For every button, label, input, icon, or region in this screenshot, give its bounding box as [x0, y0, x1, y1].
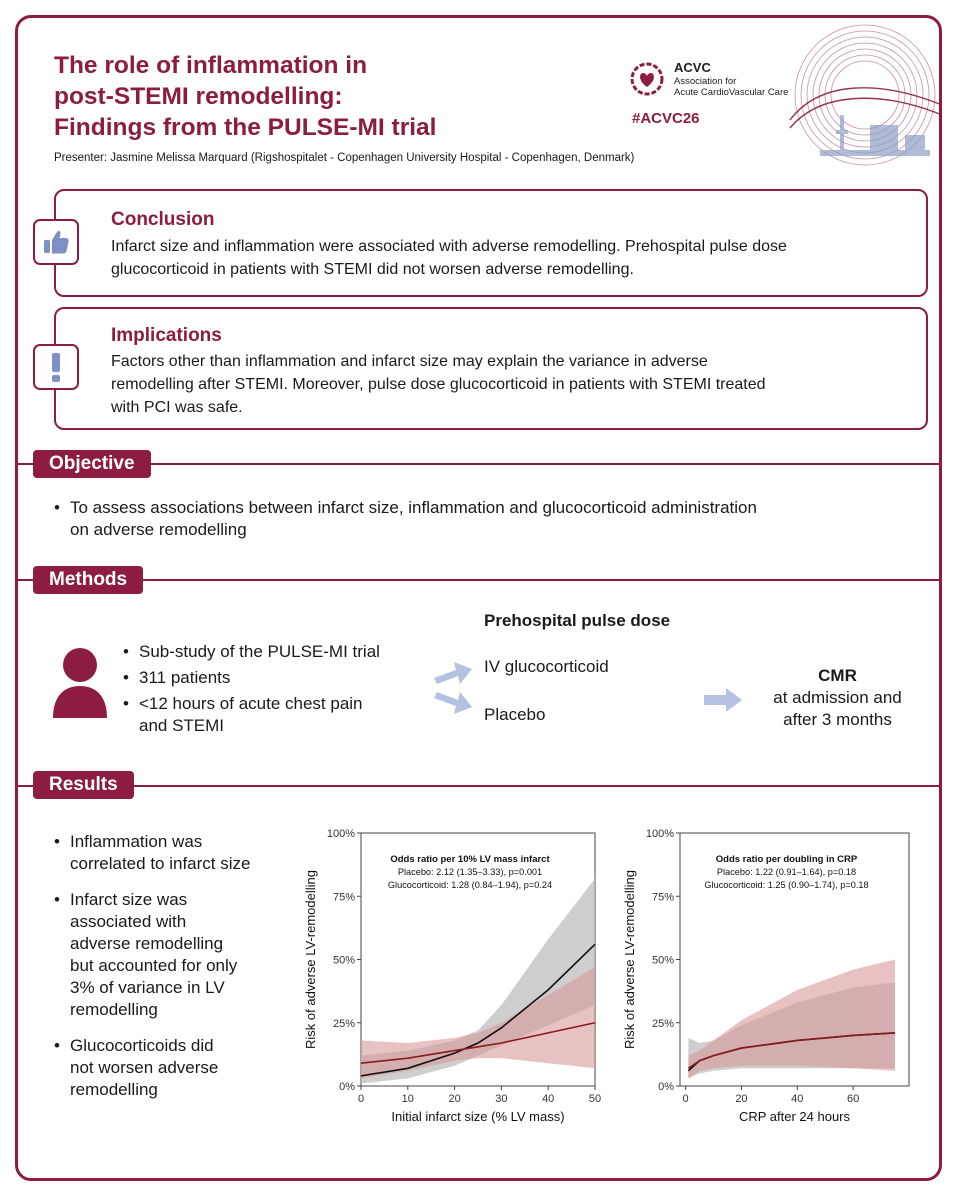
x-tick-label: 50 — [588, 1093, 602, 1105]
annotation-line: Placebo: 1.22 (0.91–1.64), p=0.18 — [716, 867, 857, 877]
arm-heading: Prehospital pulse dose — [484, 611, 671, 630]
objective-list — [54, 497, 914, 545]
methods-bullet-text: 311 patients — [139, 668, 231, 687]
methods-bullet-text: <12 hours of acute chest pain — [139, 694, 363, 713]
results-bullet — [54, 889, 304, 1021]
results-label: Results — [33, 771, 134, 799]
implications-line-2: remodelling after STEMI. Moreover, pulse dose glucocorticoid in patients with STEMI treated — [111, 376, 766, 393]
title-line-3: Findings from the PULSE-MI trial — [54, 114, 437, 141]
arm-glucocorticoid: IV glucocorticoid — [484, 657, 609, 676]
methods-label: Methods — [33, 566, 143, 594]
conclusion-heading: Conclusion — [111, 209, 215, 230]
thumbs-up-icon-tile — [33, 219, 79, 265]
annotation-line: Odds ratio per doubling in CRP — [715, 854, 858, 865]
methods-bullet — [123, 667, 443, 689]
annotation-line: Glucocorticoid: 1.28 (0.84–1.94), p=0.24 — [387, 880, 553, 890]
conclusion-text — [111, 235, 787, 281]
patient-person-icon — [48, 646, 112, 720]
arrow-up-right-icon — [432, 656, 474, 686]
logo-name: ACVC — [674, 60, 711, 75]
results-bullet-text: 3% of variance in LV — [70, 978, 225, 997]
results-bullet — [54, 831, 304, 875]
methods-bullet-text: Sub-study of the PULSE-MI trial — [139, 642, 380, 661]
results-bullet — [54, 1035, 304, 1101]
infarct-size-risk-chart — [296, 820, 612, 1130]
conclusion-line-1: Infarct size and inflammation were associated with adverse remodelling. Prehospital pulse dose — [111, 238, 787, 255]
cmr-block — [745, 665, 930, 731]
objective-bullet — [54, 497, 914, 541]
x-tick-label: 0 — [682, 1093, 689, 1105]
y-tick-label: 0% — [658, 1081, 674, 1093]
presenter-line: Presenter: Jasmine Melissa Marquard (Rigshospitalet - Copenhagen University Hospital - Copenhagen, Denmark) — [54, 152, 635, 164]
methods-bullet — [123, 641, 443, 663]
y-tick-label: 100% — [645, 828, 674, 840]
y-tick-label: 75% — [651, 891, 674, 904]
results-bullet-text: associated with — [70, 912, 187, 931]
x-axis-label: Initial infarct size (% LV mass) — [391, 1109, 565, 1124]
objective-label: Objective — [33, 450, 151, 478]
y-tick-label: 25% — [651, 1017, 674, 1030]
results-bullet-text: adverse remodelling — [70, 934, 224, 953]
implications-heading: Implications — [111, 325, 222, 346]
hashtag: #ACVC26 — [632, 110, 700, 127]
annotation-line: Glucocorticoid: 1.25 (0.90–1.74), p=0.18 — [704, 880, 869, 890]
methods-bullet-list — [123, 641, 443, 741]
results-bullet-text: but accounted for only — [70, 956, 238, 975]
annotation-line: Placebo: 2.12 (1.35–3.33), p=0.001 — [397, 867, 543, 877]
implications-text — [111, 350, 766, 419]
title-line-2: post-STEMI remodelling: — [54, 83, 343, 110]
y-tick-label: 50% — [332, 954, 355, 967]
acvc-heart-logo-icon — [630, 62, 664, 96]
implications-box — [54, 307, 928, 430]
exclamation-icon — [35, 346, 77, 388]
results-bullet-text: Glucocorticoids did — [70, 1036, 214, 1055]
y-tick-label: 0% — [339, 1081, 355, 1093]
objective-divider — [18, 463, 942, 465]
y-axis-label: Risk of adverse LV-remodelling — [622, 870, 637, 1049]
methods-bullet-text: and STEMI — [139, 716, 225, 735]
results-bullet-list — [54, 831, 304, 1105]
results-bullet-text: Inflammation was — [70, 832, 203, 851]
decorative-ring-skyline-icon — [760, 20, 942, 190]
objective-line-1: To assess associations between infarct size, inflammation and glucocorticoid administration — [70, 498, 757, 517]
thumbs-up-icon — [35, 221, 77, 263]
results-bullet-text: correlated to infarct size — [70, 854, 251, 873]
annotation-line: Odds ratio per 10% LV mass infarct — [390, 854, 550, 865]
cmr-line-1: at admission and — [773, 688, 902, 707]
x-tick-label: 20 — [448, 1093, 461, 1105]
y-tick-label: 100% — [326, 828, 355, 840]
title-line-1: The role of inflammation in — [54, 52, 368, 79]
implications-line-3: with PCI was safe. — [111, 399, 243, 416]
exclamation-icon-tile — [33, 344, 79, 390]
conclusion-box — [54, 189, 928, 297]
arrow-down-right-icon — [432, 690, 474, 720]
x-tick-label: 10 — [401, 1093, 414, 1105]
x-tick-label: 40 — [791, 1093, 804, 1105]
x-tick-label: 30 — [495, 1093, 508, 1105]
y-axis-label: Risk of adverse LV-remodelling — [303, 870, 318, 1049]
methods-bullet — [123, 693, 443, 737]
y-tick-label: 25% — [332, 1017, 355, 1030]
implications-line-1: Factors other than inflammation and infarct size may explain the variance in adverse — [111, 353, 708, 370]
arm-placebo: Placebo — [484, 705, 546, 724]
logo-sub-line-2: Acute CardioVascular Care — [674, 87, 789, 98]
poster-title — [54, 50, 436, 143]
cmr-title: CMR — [818, 666, 857, 685]
x-tick-label: 60 — [847, 1093, 860, 1105]
logo-sub-line-1: Association for — [674, 76, 737, 87]
results-bullet-text: not worsen adverse — [70, 1058, 219, 1077]
results-bullet-text: Infarct size was — [70, 890, 188, 909]
y-tick-label: 75% — [332, 891, 355, 904]
x-tick-label: 20 — [735, 1093, 748, 1105]
y-tick-label: 50% — [651, 954, 674, 967]
crp-risk-chart — [617, 820, 917, 1130]
results-bullet-text: remodelling — [70, 1000, 158, 1019]
objective-line-2: on adverse remodelling — [70, 520, 247, 539]
x-tick-label: 40 — [542, 1093, 555, 1105]
results-divider — [18, 785, 942, 787]
methods-divider — [18, 579, 942, 581]
arrow-right-icon — [702, 686, 744, 714]
x-axis-label: CRP after 24 hours — [738, 1109, 851, 1124]
cmr-line-2: after 3 months — [783, 710, 892, 729]
results-bullet-text: remodelling — [70, 1080, 158, 1099]
x-tick-label: 0 — [357, 1093, 365, 1105]
conclusion-line-2: glucocorticoid in patients with STEMI did not worsen adverse remodelling. — [111, 261, 634, 278]
